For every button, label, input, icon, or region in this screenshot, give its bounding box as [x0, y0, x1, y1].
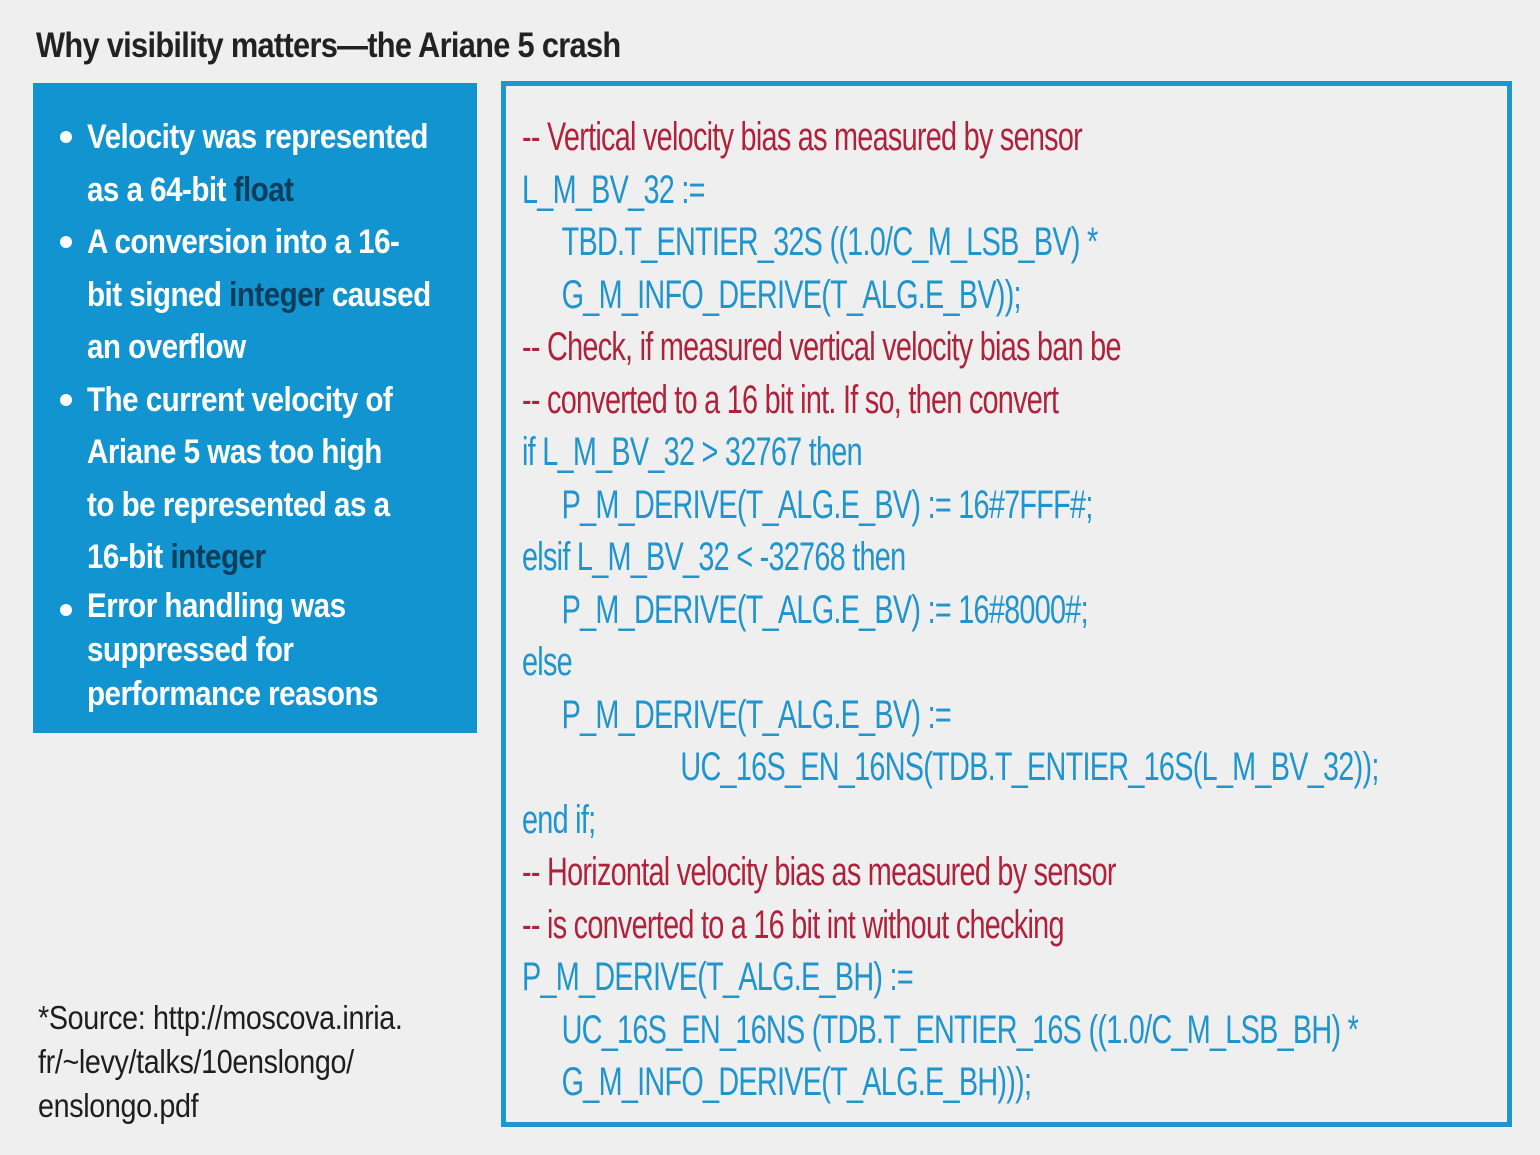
code-comment-line: -- Check, if measured vertical velocity bias ban be [522, 325, 1121, 369]
code-line: if L_M_BV_32 > 32767 then [522, 430, 862, 474]
bullet-segment: Ariane 5 was too high [87, 433, 382, 471]
code-line: UC_16S_EN_16NS (TDB.T_ENTIER_16S ((1.0/C_M_LSB_BH) * [561, 1007, 1359, 1052]
code-comment-line: -- is converted to a 16 bit int without checking [522, 902, 1064, 947]
summary-panel [33, 83, 477, 733]
code-line: UC_16S_EN_16NS(TDB.T_ENTIER_16S(L_M_BV_32)); [680, 745, 1379, 789]
code-block [522, 111, 1497, 1109]
bullet-line [87, 269, 464, 322]
bullet-segment: Velocity was represented [87, 118, 428, 156]
code-line: P_M_DERIVE(T_ALG.E_BV) := [561, 692, 951, 737]
bullet-segment: bit signed [87, 275, 230, 314]
source-note [38, 996, 438, 1128]
bullet-segment: caused [324, 275, 431, 314]
bullet-line [87, 584, 464, 628]
summary-bullet [59, 216, 464, 374]
code-comment-line: -- Vertical velocity bias as measured by sensor [522, 115, 1083, 159]
bullet-segment: as a 64-bit [87, 170, 234, 209]
bullet-segment: an overflow [87, 328, 246, 366]
bullet-line [87, 374, 464, 427]
bullet-text [87, 584, 464, 716]
highlighted-term: integer [170, 538, 266, 576]
code-line: TBD.T_ENTIER_32S ((1.0/C_M_LSB_BV) * [561, 220, 1098, 264]
bullet-line [87, 672, 464, 716]
bullet-segment: The current velocity of [87, 380, 393, 419]
code-panel [501, 81, 1512, 1127]
bullet-text [87, 111, 464, 216]
bullet-line [87, 531, 464, 584]
code-comment-line: -- Horizontal velocity bias as measured by sensor [522, 850, 1116, 894]
code-line: P_M_DERIVE(T_ALG.E_BV) := 16#7FFF#; [561, 482, 1093, 527]
bullet-text [87, 216, 464, 374]
bullet-segment: to be represented as a [87, 485, 390, 524]
bullet-segment: suppressed for [87, 630, 294, 669]
bullet-segment: performance reasons [87, 674, 378, 713]
summary-bullet-list [59, 111, 464, 716]
code-line: G_M_INFO_DERIVE(T_ALG.E_BH))); [561, 1060, 1032, 1104]
source-note-line: fr/~levy/talks/10enslongo/ [38, 1043, 354, 1080]
source-note-line: *Source: http://moscova.inria. [38, 999, 403, 1036]
highlighted-term: float [233, 170, 294, 209]
bullet-segment: Error handling was [87, 586, 346, 625]
bullet-line [87, 164, 464, 217]
code-line: P_M_DERIVE(T_ALG.E_BH) := [522, 955, 913, 999]
source-note-line: enslongo.pdf [38, 1087, 199, 1124]
code-line: G_M_INFO_DERIVE(T_ALG.E_BV)); [561, 272, 1021, 317]
bullet-line [87, 111, 464, 164]
code-line: L_M_BV_32 := [522, 167, 705, 212]
code-comment-line: -- converted to a 16 bit int. If so, then convert [522, 377, 1059, 422]
bullet-line [87, 628, 464, 672]
highlighted-term: integer [229, 275, 325, 314]
bullet-line [87, 426, 464, 479]
code-line: end if; [522, 797, 596, 842]
bullet-line [87, 321, 464, 374]
code-line: P_M_DERIVE(T_ALG.E_BV) := 16#8000#; [561, 587, 1088, 632]
summary-bullet [59, 584, 464, 716]
bullet-segment: A conversion into a 16- [87, 223, 400, 261]
bullet-line [87, 216, 464, 269]
slide-title: Why visibility matters—the Ariane 5 crash [36, 26, 621, 65]
code-line: else [522, 640, 572, 684]
code-line: elsif L_M_BV_32 < -32768 then [522, 535, 906, 579]
bullet-segment: 16-bit [87, 538, 171, 576]
bullet-text [87, 374, 464, 584]
summary-bullet [59, 111, 464, 216]
bullet-line [87, 479, 464, 532]
summary-bullet [59, 374, 464, 584]
